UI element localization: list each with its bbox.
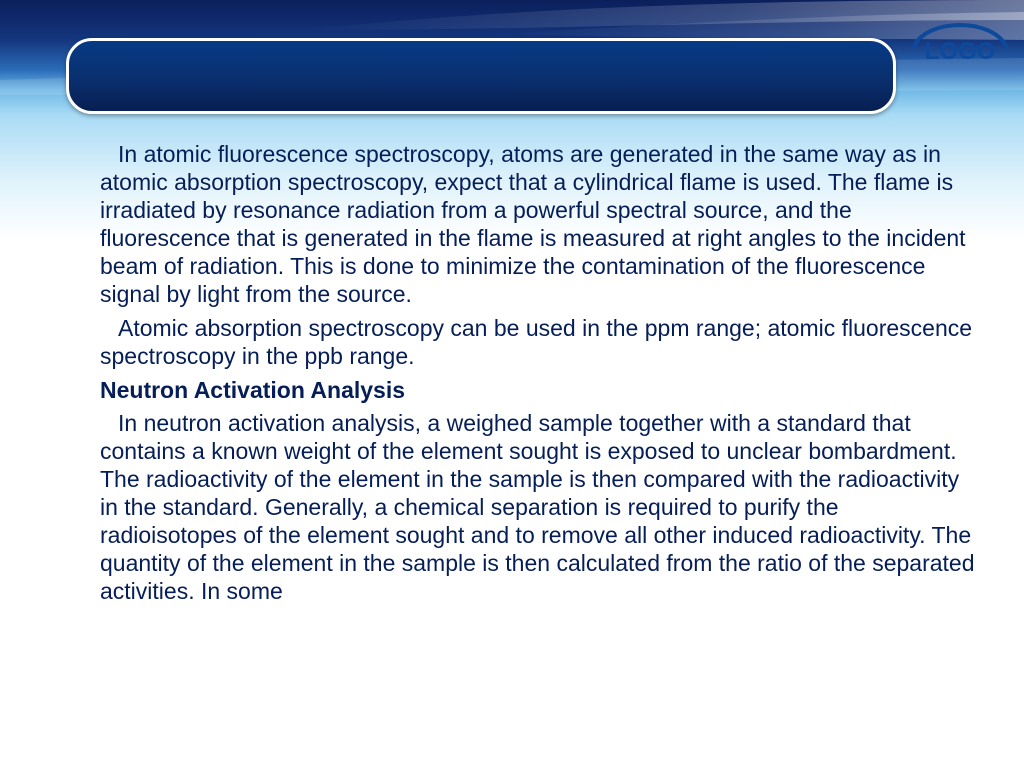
logo-text: LOGO	[924, 38, 996, 65]
slide-body	[100, 140, 980, 605]
paragraph-atomic-fluorescence: In atomic fluorescence spectroscopy, atoms are generated in the same way as in atomic absorption spectroscopy, expect that a cylindrical flame is used. The flame is irradiated by resonance radiation from a powerful spectral source, and the fluorescence that is generated in the flame is measured at right angles to the incident beam of radiation. This is done to minimize the contamination of the fluorescence signal by light from the source.	[100, 141, 966, 307]
title-bar	[66, 38, 896, 114]
paragraph-ranges: Atomic absorption spectroscopy can be used in the ppm range; atomic fluorescence spectroscopy in the ppb range.	[100, 315, 973, 369]
section-heading: Neutron Activation Analysis	[100, 377, 406, 403]
logo	[908, 12, 1012, 72]
paragraph-neutron-activation: In neutron activation analysis, a weighed sample together with a standard that contains a known weight of the element sought is exposed to unclear bombardment. The radioactivity of the element in the sample is then compared with the radioactivity in the standard. Generally, a chemical separation is required to purify the radioisotopes of the element sought and to remove all other induced radioactivity. The quantity of the element in the sample is then calculated from the ratio of the separated activities. In some	[100, 410, 975, 604]
